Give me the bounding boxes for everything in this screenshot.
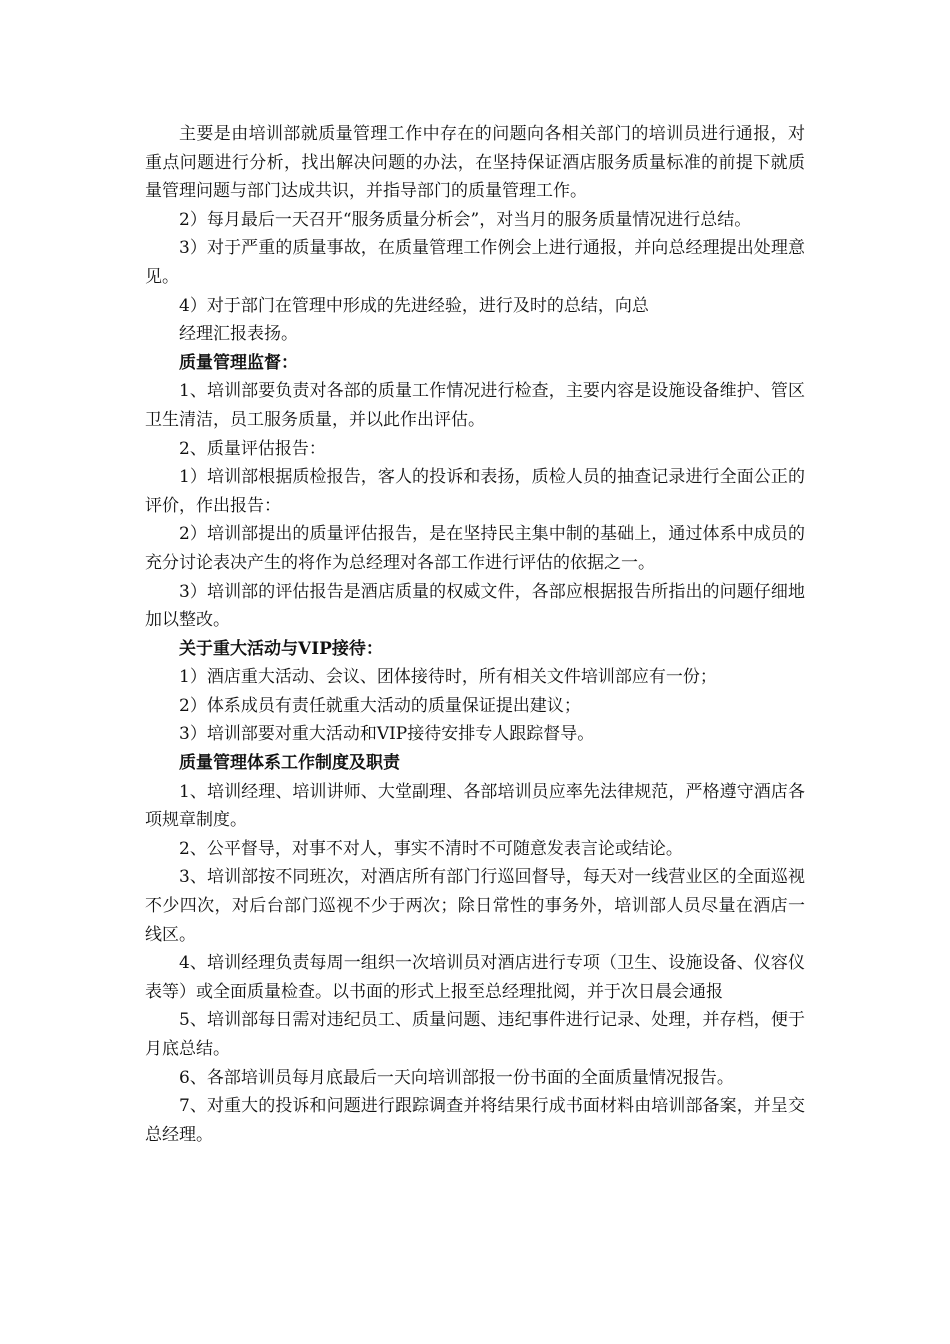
paragraph: 2）培训部提出的质量评估报告，是在坚持民主集中制的基础上，通过体系中成员的充分讨论表决产生的将作为总经理对各部工作进行评估的依据之一。 [145,524,805,573]
paragraph: 2）体系成员有责任就重大活动的质量保证提出建议； [179,695,581,716]
paragraph: 主要是由培训部就质量管理工作中存在的问题向各相关部门的培训员进行通报，对重点问题进行分析，找出解决问题的办法，在坚持保证酒店服务质量标准的前提下就质量管理问题与部门达成共识，并指导部门的质量管理工作。 [145,124,805,202]
document-page [145,120,805,1149]
paragraph: 2、质量评估报告： [179,438,326,459]
paragraph: 2、公平督导，对事不对人，事实不清时不可随意发表言论或结论。 [179,838,683,859]
paragraph: 3）培训部的评估报告是酒店质量的权威文件，各部应根据报告所指出的问题仔细地加以整改。 [145,581,805,631]
paragraph: 经理汇报表扬。 [179,324,298,345]
section-heading: 质量管理体系工作制度及职责 [179,753,400,774]
paragraph: 1）培训部根据质检报告，客人的投诉和表扬，质检人员的抽查记录进行全面公正的评价，作出报告： [145,467,805,516]
paragraph: 1、培训经理、培训讲师、大堂副理、各部培训员应率先法律规范，严格遵守酒店各项规章制度。 [145,781,805,831]
section-heading: 质量管理监督： [179,352,298,373]
paragraph: 5、培训部每日需对违纪员工、质量问题、违纪事件进行记录、处理，并存档，便于月底总结。 [145,1010,805,1059]
paragraph: 3、培训部按不同班次，对酒店所有部门行巡回督导，每天对一线营业区的全面巡视不少四次，对后台部门巡视不少于两次；除日常性的事务外，培训部人员尽量在酒店一线区。 [145,867,805,945]
paragraph: 4、培训经理负责每周一组织一次培训员对酒店进行专项（卫生、设施设备、仪容仪表等）或全面质量检查。以书面的形式上报至总经理批阅，并于次日晨会通报 [145,953,805,1002]
paragraph: 6、各部培训员每月底最后一天向培训部报一份书面的全面质量情况报告。 [179,1067,734,1088]
section-heading: 关于重大活动与VIP接待： [179,638,383,659]
paragraph: 1）酒店重大活动、会议、团体接待时，所有相关文件培训部应有一份； [179,667,717,688]
paragraph: 3）培训部要对重大活动和VIP接待安排专人跟踪督导。 [179,724,595,745]
paragraph: 1、培训部要负责对各部的质量工作情况进行检查，主要内容是设施设备维护、管区卫生清洁，员工服务质量，并以此作出评估。 [145,381,805,430]
paragraph: 4）对于部门在管理中形成的先进经验，进行及时的总结，向总 [179,295,649,316]
paragraph: 2）每月最后一天召开“服务质量分析会”，对当月的服务质量情况进行总结。 [179,209,752,230]
paragraph: 7、对重大的投诉和问题进行跟踪调查并将结果行成书面材料由培训部备案，并呈交总经理。 [145,1096,805,1145]
paragraph: 3）对于严重的质量事故，在质量管理工作例会上进行通报，并向总经理提出处理意见。 [145,238,805,287]
